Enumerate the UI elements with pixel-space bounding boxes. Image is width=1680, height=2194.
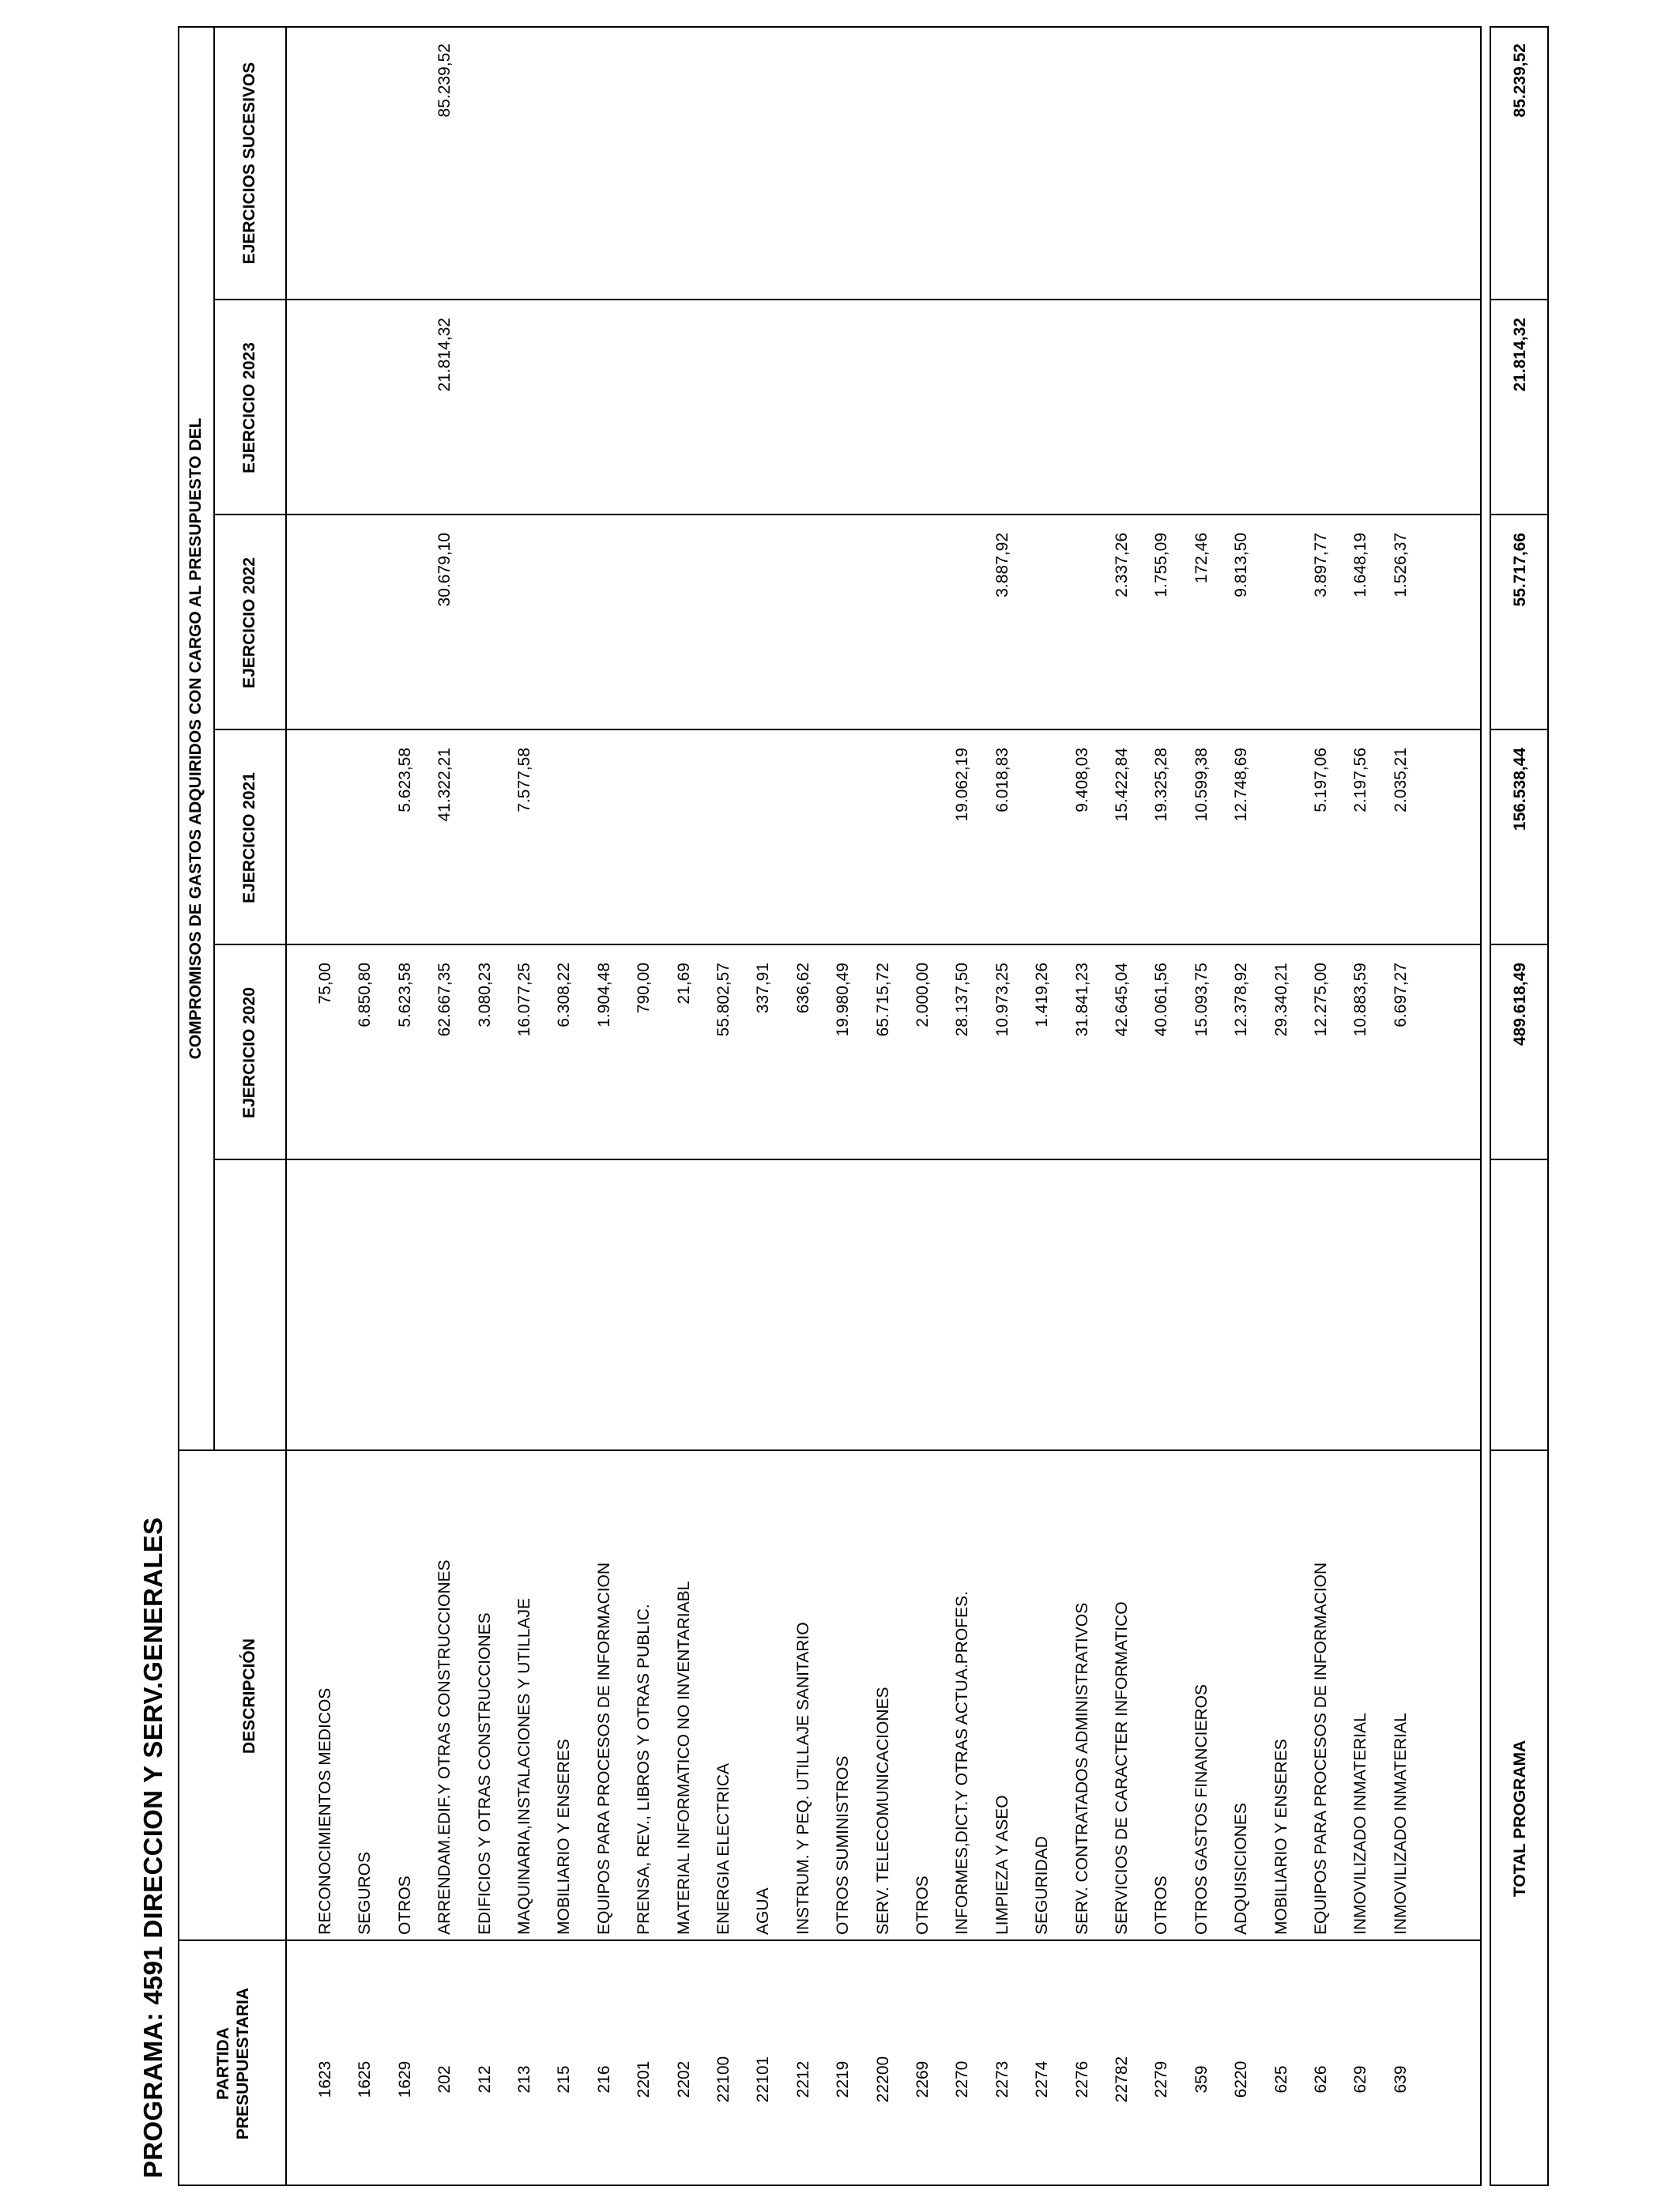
- col-divider-descripcion: [178, 1449, 1482, 1451]
- cell-2020: 6.850,80: [356, 963, 374, 1027]
- header-ejercicio-2023: EJERCICIO 2023: [240, 342, 258, 473]
- descripcion-text: AGUA: [754, 1887, 772, 1935]
- cell-2020: 29.340,21: [1272, 963, 1290, 1037]
- cell-2020: 31.841,23: [1073, 963, 1091, 1037]
- cell-2020: 55.802,57: [714, 963, 733, 1037]
- cell-2021: 7.577,58: [515, 748, 533, 812]
- descripcion-text: EQUIPOS PARA PROCESOS DE INFORMACION: [595, 1562, 613, 1935]
- partida-code: 2274: [1033, 2060, 1051, 2098]
- partida-code: 216: [595, 2065, 613, 2094]
- header-group: COMPROMISOS DE GASTOS ADQUIRIDOS CON CARGO AL PRESUPUESTO DEL: [186, 417, 205, 1060]
- total-2020: 489.618,49: [1511, 963, 1529, 1046]
- descripcion-text: OTROS: [396, 1875, 414, 1935]
- total-divider-2022: [1490, 729, 1549, 730]
- cell-2022: 3.897,77: [1312, 533, 1330, 598]
- cell-2022: 2.337,26: [1113, 533, 1131, 598]
- cell-2021: 6.018,83: [993, 748, 1011, 812]
- cell-2021: 12.748,69: [1232, 748, 1250, 822]
- partida-code: 2269: [913, 2060, 932, 2098]
- descripcion-text: PRENSA, REV., LIBROS Y OTRAS PUBLIC.: [635, 1604, 653, 1935]
- descripcion-text: INMOVILIZADO INMATERIAL: [1392, 1713, 1410, 1935]
- col-divider-2021: [213, 944, 1482, 945]
- total-divider-label: [1490, 1449, 1549, 1451]
- cell-2020: 21,69: [675, 963, 693, 1005]
- descripcion-text: MOBILIARIO Y ENSERES: [1272, 1739, 1290, 1935]
- header-ejercicios-sucesivos: EJERCICIOS SUCESIVOS: [240, 62, 258, 265]
- descripcion-text: OTROS: [913, 1875, 932, 1935]
- descripcion-text: ADQUISICIONES: [1232, 1803, 1250, 1935]
- total-2023: 21.814,32: [1511, 318, 1529, 392]
- descripcion-text: EQUIPOS PARA PROCESOS DE INFORMACION: [1312, 1562, 1330, 1935]
- cell-2021: 5.623,58: [396, 748, 414, 812]
- partida-code: 2276: [1073, 2060, 1091, 2098]
- cell-2022: 1.648,19: [1351, 533, 1369, 598]
- descripcion-text: MOBILIARIO Y ENSERES: [555, 1739, 573, 1935]
- descripcion-text: SEGURIDAD: [1033, 1836, 1051, 1935]
- partida-code: 22101: [754, 2056, 772, 2103]
- cell-2022: 1.526,37: [1392, 533, 1410, 598]
- cell-2020: 40.061,56: [1152, 963, 1170, 1037]
- total-divider-2020: [1490, 1159, 1549, 1160]
- cell-2022: 1.755,09: [1152, 533, 1170, 598]
- col-divider-2020: [213, 1159, 1482, 1160]
- descripcion-text: SERV. TELECOMUNICACIONES: [874, 1687, 892, 1935]
- descripcion-text: RECONOCIMIENTOS MEDICOS: [316, 1687, 334, 1935]
- descripcion-text: OTROS GASTOS FINANCIEROS: [1192, 1684, 1211, 1935]
- cell-2020: 28.137,50: [953, 963, 971, 1037]
- cell-2020: 12.275,00: [1312, 963, 1330, 1037]
- cell-2020: 6.697,27: [1392, 963, 1410, 1027]
- descripcion-text: OTROS: [1152, 1875, 1170, 1935]
- cell-2020: 5.623,58: [396, 963, 414, 1027]
- partida-code: 626: [1312, 2065, 1330, 2094]
- cell-2020: 10.883,59: [1351, 963, 1369, 1037]
- group-header-divider: [213, 26, 215, 1451]
- cell-2020: 16.077,25: [515, 963, 533, 1037]
- cell-2020: 636,62: [794, 963, 812, 1014]
- partida-code: 1629: [396, 2060, 414, 2098]
- cell-2021: 2.197,56: [1351, 748, 1369, 812]
- col-divider-2022: [213, 729, 1482, 730]
- cell-2020: 1.904,48: [595, 963, 613, 1027]
- descripcion-text: INMOVILIZADO INMATERIAL: [1351, 1713, 1369, 1935]
- partida-code: 22200: [874, 2056, 892, 2103]
- cell-2021: 15.422,84: [1113, 748, 1131, 822]
- cell-2020: 12.378,92: [1232, 963, 1250, 1037]
- cell-2020: 19.980,49: [834, 963, 852, 1037]
- cell-2020: 3.080,23: [476, 963, 494, 1027]
- partida-code: 639: [1392, 2065, 1410, 2094]
- cell-2022: 30.679,10: [435, 533, 454, 607]
- partida-code: 629: [1351, 2065, 1369, 2094]
- header-divider: [285, 26, 287, 2186]
- partida-code: 2201: [635, 2060, 653, 2098]
- page-title: PROGRAMA: 4591 DIRECCION Y SERV.GENERALES: [138, 1517, 168, 2178]
- header-ejercicio-2021: EJERCICIO 2021: [240, 772, 258, 903]
- total-2021: 156.538,44: [1511, 748, 1529, 831]
- descripcion-text: SERVICIOS DE CARACTER INFORMATICO: [1113, 1601, 1131, 1935]
- partida-code: 625: [1272, 2065, 1290, 2094]
- cell-2020: 15.093,75: [1192, 963, 1211, 1037]
- cell-sucesivos: 85.239,52: [435, 43, 454, 118]
- descripcion-text: ARRENDAM.EDIF.Y OTRAS CONSTRUCCIONES: [435, 1559, 454, 1935]
- partida-code: 202: [435, 2065, 454, 2094]
- partida-code: 6220: [1232, 2060, 1250, 2098]
- cell-2022: 172,46: [1192, 533, 1211, 584]
- cell-2022: 3.887,92: [993, 533, 1011, 598]
- cell-2021: 19.062,19: [953, 748, 971, 822]
- header-ejercicio-2020: EJERCICIO 2020: [240, 987, 258, 1118]
- descripcion-text: INSTRUM. Y PEQ. UTILLAJE SANITARIO: [794, 1622, 812, 1935]
- cell-2021: 2.035,21: [1392, 748, 1410, 812]
- partida-code: 213: [515, 2065, 533, 2094]
- cell-2020: 75,00: [316, 963, 334, 1005]
- partida-code: 2212: [794, 2060, 812, 2098]
- partida-code: 1625: [356, 2060, 374, 2098]
- cell-2022: 9.813,50: [1232, 533, 1250, 598]
- cell-2021: 19.325,28: [1152, 748, 1170, 822]
- descripcion-text: SERV. CONTRATADOS ADMINISTRATIVOS: [1073, 1602, 1091, 1935]
- descripcion-text: MATERIAL INFORMATICO NO INVENTARIABL: [675, 1581, 693, 1935]
- partida-code: 2270: [953, 2060, 971, 2098]
- col-divider-sucesivos: [213, 299, 1482, 300]
- header-descripcion: DESCRIPCIÓN: [240, 1638, 258, 1754]
- partida-code: 212: [476, 2065, 494, 2094]
- cell-2021: 41.322,21: [435, 748, 454, 822]
- partida-code: 359: [1192, 2065, 1211, 2094]
- total-label: TOTAL PROGRAMA: [1511, 1740, 1529, 1898]
- cell-2020: 65.715,72: [874, 963, 892, 1037]
- total-divider-2023: [1490, 514, 1549, 515]
- cell-2021: 10.599,38: [1192, 748, 1211, 822]
- cell-2020: 6.308,22: [555, 963, 573, 1027]
- descripcion-text: INFORMES,DICT.Y OTRAS ACTUA.PROFES.: [953, 1591, 971, 1935]
- descripcion-text: ENERGIA ELECTRICA: [714, 1762, 733, 1935]
- partida-code: 215: [555, 2065, 573, 2094]
- cell-2020: 10.973,25: [993, 963, 1011, 1037]
- partida-code: 1623: [316, 2060, 334, 2098]
- cell-2020: 790,00: [635, 963, 653, 1014]
- total-divider-2021: [1490, 944, 1549, 945]
- total-divider-sucesivos: [1490, 299, 1549, 300]
- partida-code: 2279: [1152, 2060, 1170, 2098]
- cell-2021: 5.197,06: [1312, 748, 1330, 812]
- descripcion-text: EDIFICIOS Y OTRAS CONSTRUCCIONES: [476, 1612, 494, 1935]
- cell-2021: 9.408,03: [1073, 748, 1091, 812]
- cell-2020: 1.419,26: [1033, 963, 1051, 1027]
- partida-code: 2219: [834, 2060, 852, 2098]
- header-partida: PARTIDA PRESUPUESTARIA: [214, 1987, 252, 2140]
- descripcion-text: OTROS SUMINISTROS: [834, 1755, 852, 1935]
- cell-2020: 42.645,04: [1113, 963, 1131, 1037]
- total-sucesivos: 85.239,52: [1511, 43, 1529, 118]
- descripcion-text: SEGUROS: [356, 1851, 374, 1935]
- partida-code: 2273: [993, 2060, 1011, 2098]
- total-2022: 55.717,66: [1511, 533, 1529, 607]
- cell-2020: 2.000,00: [913, 963, 932, 1027]
- col-divider-2023: [213, 514, 1482, 515]
- descripcion-text: MAQUINARIA,INSTALACIONES Y UTILLAJE: [515, 1598, 533, 1935]
- partida-code: 22782: [1113, 2056, 1131, 2103]
- cell-2020: 62.667,35: [435, 963, 454, 1037]
- partida-code: 22100: [714, 2056, 733, 2103]
- descripcion-text: LIMPIEZA Y ASEO: [993, 1795, 1011, 1935]
- col-divider-partida: [178, 1940, 1482, 1941]
- cell-2023: 21.814,32: [435, 318, 454, 392]
- header-ejercicio-2022: EJERCICIO 2022: [240, 557, 258, 688]
- partida-code: 2202: [675, 2060, 693, 2098]
- cell-2020: 337,91: [754, 963, 772, 1014]
